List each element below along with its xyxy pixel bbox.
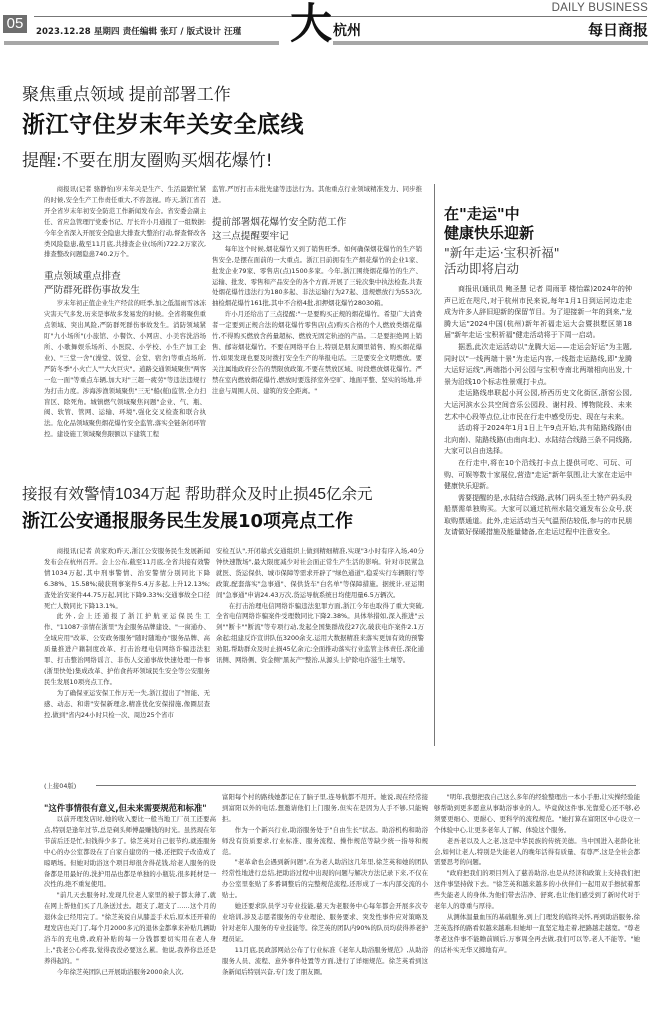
column-divider: [434, 184, 435, 746]
sidebar-paragraph: 在行走中,将在10个沿线打卡点上提供可吃、可玩、可购、可娱等数十家展位,营造"走运"新年氛围,让大家在走运中健康快乐迎新。: [444, 458, 632, 491]
article1-headline: 浙江守住岁末年关安全底线: [22, 112, 304, 138]
sidebar-paragraph: 需要提醒的是,水陆结合线路,武林门码头至土特产码头段船票需单独购买。大家可以通过杭州水陆交通发布公众号,获取购票通道。此外,走运活动当天气温预估较低,参与的市民朋友请做好保暖措施及能量储备,在走运过程中注意安全。: [444, 493, 632, 537]
article1-paragraph: 监管,严厉打击未批先建等违法行为。其他重点行业领域精准发力、同步推进。: [212, 185, 422, 204]
section-rule: [96, 785, 636, 786]
bottom-paragraph: 老吾老以及人之老,这是中华民族的传统美德。当中国进入老龄化社会,如何让老人,特别是失能老人的晚年活得有质量、有尊严,这是全社会都需要思考的问题。: [434, 836, 640, 867]
bottom-paragraph: 从测体温量血压的基础服务,到上门理发的临终关怀,再到助浴服务,徐芝英选择的路看似越来越难,但她却一直坚定地走着,把路越走越宽。"尊老孝老这件事不能瞻前顾后,万事周全再去做,我们可以等,老人不能等。"她的话朴实无华又掷地有声。: [434, 912, 640, 954]
sidebar-title-line1: 在"走运"中: [444, 205, 520, 223]
bottom-paragraph: "老革命也会遇到新问题",在为老人助浴这几年里,徐芝英和她的团队经常性地进行总结,把助浴过程中出现的问题与解决方法记录下来,不仅在办公室里张贴了多番调整后的完整规范流程,还形成了一本内部交流的小贴士。: [222, 858, 428, 900]
sidebar-paragraph: 活动将于2024年1月1日上午9点开始,共有陆路线路(由北向南)、陆路线路(由南向北)、水陆结合线路三条不同线路,大家可以自由选择。: [444, 424, 632, 456]
article2-column-2: [216, 546, 424, 736]
masthead-bar-left: [4, 41, 279, 45]
article2-paragraph: 为了确保亚运安保工作万无一失,浙江提出了"智能、无感、动态、和谐"安保新理念,精准优化安保措施,像圈层查控,做到"省内24小时只检一次、周边25个省市: [44, 688, 210, 719]
bottom-paragraph: "政府把我们的项目列入了慈善助浴,也是从经济和政策上支持我们把这件事坚持做下去。"徐芝英和越来越多的小伙伴们一起用双手擦拭着那些失能老人的身体,为他们带去洁净、舒爽,也让他们感受到了新时代对于老年人的尊重与厚待。: [434, 869, 640, 911]
brand-chinese: 每日商报: [587, 21, 648, 39]
sidebar-paragraph: 据悉,此次走运活动以"龙腾大运——走运会好运"为主题,同时以"一线两端十景"为走运内容,一线指走运路线,即"龙腾大运好运线",两端指小河公园与宝积寺南北两端相向出发,十景为沿线10个标志性景观打卡点。: [444, 342, 632, 386]
article2-paragraph: 在打击治理电信网络诈骗违法犯罪方面,浙江今年也取得了重大突破,全省电信网络诈骗案件受理数同比下降2.38%。具体举措如,深入推进"云剑""断卡""断流"等专项行动,发起全国集群战役27次,破获电诈案件2.1万余起;组建反诈宣讲队伍3200余支,运用大数据精准来落实更加有效的预警劝阻,帮助群众及时止损45亿余元;全面推动落实行业监管主体责任,深化通讯侧、网络侧、资金侧"黑灰产"整治,从源头上铲除电诈滋生土壤等。: [216, 601, 424, 665]
article2-column-1: [44, 546, 210, 736]
article2-paragraph: 商报讯(记者 黄家欢)昨天,浙江公安服务民生发展新闻发布会在杭州召开。会上公布,截至11月底,全省共接有效警情1034万起,其中刑事警情、治安警情分别同比下降6.38%、15.58%;破获刑事案件5.4万多起,上升12.13%;查处治安案件44.75万起,同比下降9.33%;交通事故全口径死亡人数同比下降13.1%。: [44, 547, 210, 610]
article1-subhead: 重点领域重点排查: [44, 271, 121, 283]
section-city: 杭州: [333, 23, 361, 39]
bottom-paragraph: 富阳每个村的路线她都记在了脑子里,连导航都不用开。她说,现在经常接到富阳以外的电话,想邀请他们上门服务,但实在是因为人手不够,只能婉拒。: [222, 793, 428, 823]
sidebar-title-line2: 健康快乐迎新: [444, 224, 535, 242]
article1-subhead: 严防群死群伤事故发生: [44, 285, 140, 297]
article2-kicker: 接报有效警情1034万起 帮助群众及时止损45亿余元: [22, 486, 373, 503]
sidebar-deck-line1: "新年走运·宝积祈福": [444, 245, 560, 260]
article1-paragraph: 许小月还给出了三点提醒:"一是要购买正规的烟花爆竹。希望广大消费者一定要到正规合法的烟花爆竹零售店(点)购买合格的个人燃放类烟花爆竹,不得购买燃放含药量超标、燃放无固定轨迹的产品。二是要拒绝网上销售、邮寄烟花爆竹。不要在网络平台上,特别是朋友圈里销售、购买烟花爆竹,如果发现也要及时拨打安全生产的举报电话。三是要安全文明燃放。要关注属地政府公告的禁限放政策,不要在禁放区域、时段燃放烟花爆竹。严禁在室内燃放烟花爆竹,燃放时要选择室外空旷、地面平整、坚实的场地,并注意与周围人员、建筑的安全距离。": [212, 310, 422, 395]
article1-subhead: 提前部署烟花爆竹安全防范工作: [212, 216, 347, 228]
bottom-column-2: [222, 792, 428, 1020]
bottom-column-3: [434, 792, 640, 1020]
article1-paragraph: 每年这个时候,烟花爆竹又到了销售旺季。如何确保烟花爆竹的生产销售安全,是摆在面前的一大重点。浙江目前拥有生产烟花爆竹的企业1家、批发企业79家、零售店(点)1500多家。今年,浙江围绕烟花爆竹的生产、运输、批发、零售和产品安全的各个方面,开展了三轮次集中执法检查,共查处烟花爆竹违法行为180多起、非法运输行为27起、违规燃放行为553次,抽检烟花爆竹161批,其中不合格4批,扣押烟花爆竹28030箱。: [212, 244, 422, 308]
continued-from-label: (上接04版): [44, 782, 77, 790]
bottom-paragraph: 她还要求队员学习专业技能,慈天为老服务中心每年都会开展多次专业培训,涉及志愿者服务的专业理论、服务要求、突发性事件应对策略及针对老年人服务的专业技能等。徐芝英的团队内90%的队员均获得养老护理员证。: [222, 902, 428, 943]
masthead-meta: 2023.12.28 星期四 责任编辑 张玎 / 版式设计 汪瑾: [36, 27, 242, 37]
article1-subhead: 这三点提醒要牢记: [212, 230, 289, 242]
bottom-paragraph: "前几天去服务时,发现几位老人家里的被子都太薄了,就在网上帮他们买了几条送过去。超支了,超支了……这个月的退休金已经用完了。"徐芝英说自从膝盖手术后,原本还开着的理发店也关门了,每个月2000多元的退休金都拿来补贴几辆助浴车的充电费,政府补贴的每一分钱都要切实用在老人身上,"我老公心疼我,觉得我没必要这么累。他说,我养你总还是养得起的。": [44, 891, 216, 965]
sidebar-deck-line2: 活动即将启动: [444, 261, 520, 276]
article1-column-2: [212, 184, 422, 474]
article1-column-1: [44, 184, 206, 474]
bottom-paragraph: 以前开理发店时,她的收入要比一般当地工厂员工还要高点,特别是逢年过节,总是剃头师傅最赚钱的时光。虽然现在年节前后还是忙,但钱得少多了。徐芝英对自己很节约,就连服务中心的办公室都设在了自家自建房的一楼,还把院子改造成了晾晒场。但她对助浴这个项目却很舍得花钱,给老人服务的设备都是用最好的,洗护用品也都是单独的小瓶装,很多耗材是一次性的,绝不重复使用。: [44, 815, 216, 889]
article1-paragraph: 商报讯(记者 骆静怡)岁末年关是生产、生活最繁忙紧的时候,安全生产工作责任重大,不容忽视。昨天,浙江省召开全省岁末年初安全防范工作新闻发布会。省安委会副主任、省应急管理厅党委书记、厅长许小月通报了一组数据:今年全省深入开展安全隐患大排查大整治行动,督查督改各类风险隐患,截至11月底,共排查企业(场所)722.2万家次,排查整改问题隐患740.2万个。: [44, 185, 206, 259]
sidebar-body: [444, 284, 632, 740]
article2-paragraph: 此外,会上还通报了浙江护航亚运保民生工作、"11087·亲情在浙里"为企服务品牌建设、"一窗通办、全域应用"改革、公安政务服务"随时随地办"服务品牌、高质量推进户籍制度改革、打击治理电信网络诈骗违法犯罪、打击整治网络谣言、非伤人交通事故快速处理一件事(浙里快处)集成改革、护佑食药环领域民生安全等公安服务民生发展10项亮点工作。: [44, 612, 210, 686]
article2-headline: 浙江公安通报服务民生发展10项亮点工作: [22, 511, 354, 532]
bottom-paragraph: 作为一个新兴行业,助浴服务处于"自由生长"状态。助浴机构和助浴师没有资质要求,行业标准、服务流程、操作规范等缺少统一指导和规范。: [222, 825, 428, 856]
bottom-subhead: "这件事情很有意义,但未来需要规范和标准": [44, 803, 207, 813]
bottom-paragraph: "明年,我想把我自己这么多年的经验整理出一本小手册,让实操经验能够帮助到更多愿意从事助浴事业的人。毕竟做这件事,光靠爱心还不够,必须要更细心、更耐心、更科学的流程规范。"她打算在富阳区中心设立一个体验中心,让更多老年人了解、体验这个服务。: [434, 793, 640, 834]
masthead-rule: [34, 16, 647, 17]
bottom-column-1: [44, 796, 216, 1020]
article1-paragraph: 岁末年初正值企业生产经营的旺季,加之低温雨雪冰冻灾害天气多发,历来是事故多发易发的时候。全省将聚焦重点领域、突出风险,严防群死群伤事故发生。消防领域紧盯"九小场所"(小旅馆、小餐饮、小网店、小美容洗浴场所、小歌舞娱乐场所、小医院、小学校、小生产加工企业)、"三堂一舍"(澡堂、饭堂、会堂、宿舍)等重点场所,严防冬季"小火亡人""大火巨灾"。道路交通领域聚焦"两客一危一面"等重点车辆,加大对"三超一疲劳"等违法违规行为打击力度。涉海涉渔领域聚焦"三无"船(舶)监管,全力扫盲区、除死角。城镇燃气领域聚焦问题"企业、气、瓶、阀、软管、管网、运输、环境",强化交叉检查和联合执法。危化品领域聚焦烟花爆竹安全监管,落实全链条闭环管控。建设施工领域聚焦限额以下建筑工程: [44, 299, 206, 439]
bottom-paragraph: 今年徐芝英团队已开展助浴服务2000余人次,: [56, 967, 184, 976]
sidebar-paragraph: 商报讯(通讯员 鲍圣慧 记者 周雨菲 楼怡霖)2024年的钟声已近在咫尺,对于杭州市民来说,每年1月1日到运河边走走成为许多人辞旧迎新的保留节目。为了迎接新一年的到来,"龙腾大运"2024中国(杭州)新年祈福走运大会暨拱墅区第18届"新年走运·宝积祈福"健走活动将于下周一启动。: [444, 285, 632, 340]
sidebar-paragraph: 走运路线串联起小河公园,桥西历史文化街区,浙窑公园,大运河滨水公共空间音乐公园段、谢村段、博物院段、未来艺术中心段等点位,让市民在行走中感受历史、现在与未来。: [444, 389, 632, 421]
section-logo: 大: [290, 0, 333, 48]
bottom-paragraph: 11月底,民政部网站公布了行业标准《老年人助浴服务规范》,从助浴服务人员、流程、意外事件处置等方面,进行了详细规范。徐芝英看到这条新闻后特别兴奋,专门发了朋友圈。: [222, 945, 428, 976]
page-number: 05: [3, 15, 27, 33]
article2-paragraph: 安检互认",开闭幕式交通组织上做到精细精准,实现"3小时有序入场,40分钟快速散场",最大限度减少对社会面正常生产生活的影响。针对市民紧急就医、货运保供、城市保障等需求开辟了"绿色通道",稳妥实行车辆限行等政策,配套落实"急事通"、保供货车"白名单"等保障措施。据统计,亚运期间"急事通"申请24.43万次,货运导航系统日均使用量6.5万辆次。: [216, 547, 424, 599]
brand-english: DAILY BUSINESS: [548, 2, 648, 14]
masthead-bar-right: [333, 41, 648, 45]
article1-deck: 提醒:不要在朋友圈购买烟花爆竹!: [22, 151, 273, 171]
article1-kicker: 聚焦重点领域 提前部署工作: [22, 85, 231, 104]
